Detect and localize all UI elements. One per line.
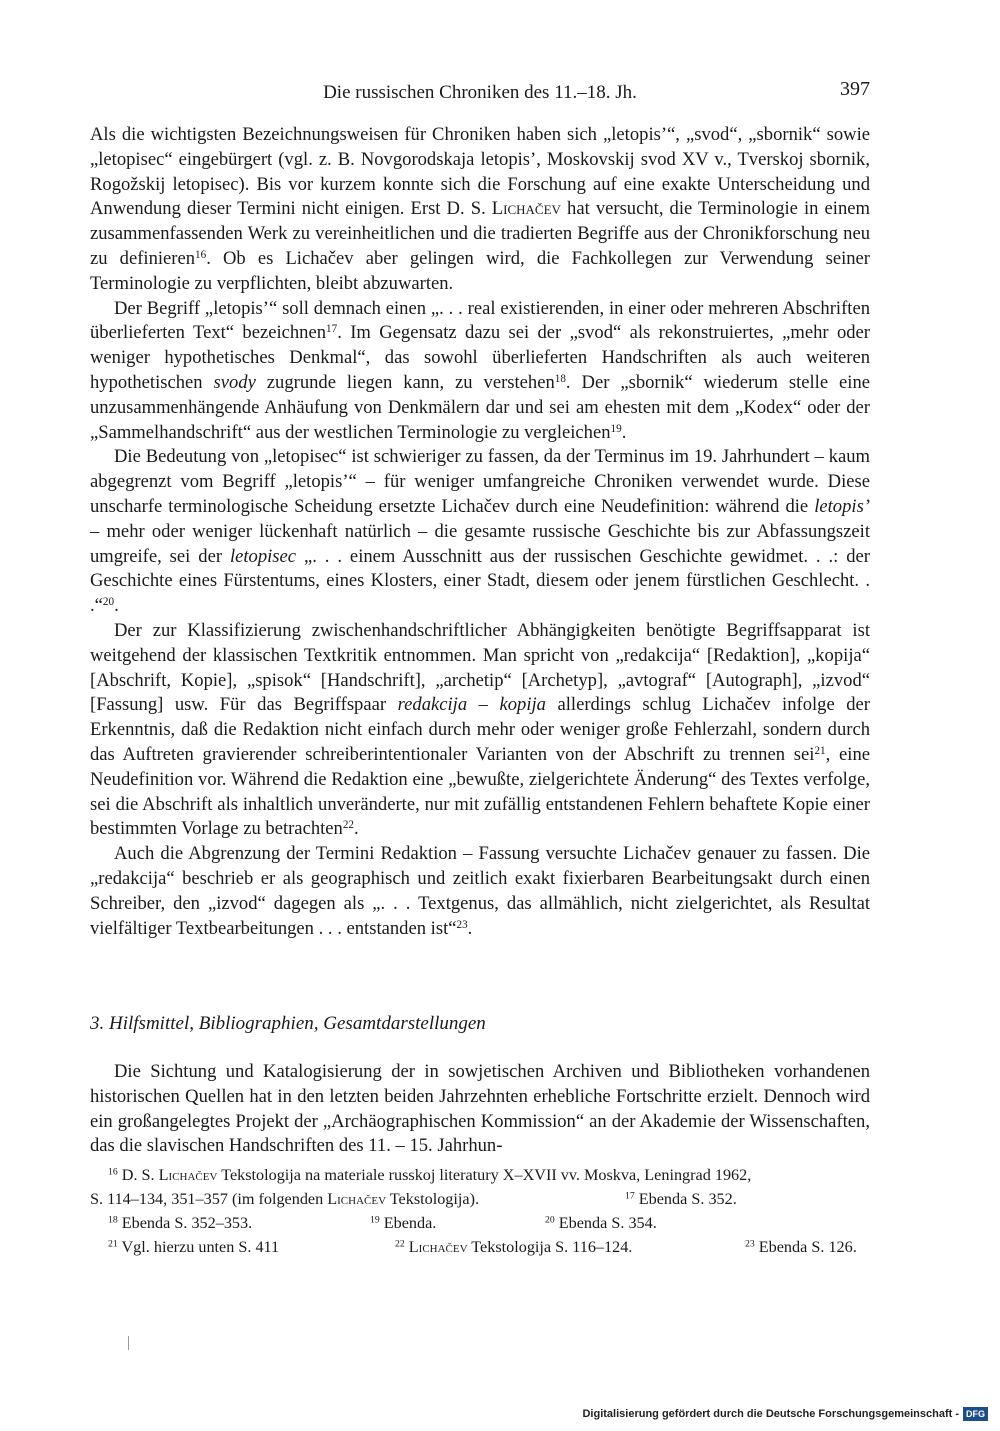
footnote-ref: 19 <box>610 422 622 435</box>
page-number: 397 <box>840 78 870 100</box>
digitization-stamp <box>582 1405 988 1423</box>
footnote-21: $^{21}$ Vgl. hierzu unten S. 411 <box>108 1238 280 1256</box>
scan-mark <box>128 1336 129 1350</box>
footnote-line-3 <box>90 1211 870 1235</box>
footnotes <box>90 1163 870 1259</box>
footnote-ref: 17 <box>326 323 338 336</box>
emphasis: letopis’ <box>814 495 870 517</box>
page-header <box>90 78 870 110</box>
footnote-22: $^{22}$ Lichačev Tekstologija S. 116–124. <box>395 1238 633 1256</box>
paragraph-5: Auch die Abgrenzung der Termini Redaktion – Fassung versuchte Lichačev genauer zu fassen. Die „redakcija“ beschrieb er als geographisch und zeitlich exakt fixierbaren Bearbeitungsakt durch einen Schreiber, den „izvod“ dagegen als „. . . Textgenus, das allmählich, nicht zielgerichtet, als Resultat vielfältiger Textbearbeitungen . . . entstanden ist“$^{23}$. <box>90 843 870 939</box>
footnote-line-4 <box>90 1235 870 1259</box>
emphasis: svody <box>213 371 256 393</box>
paragraph-2: Der Begriff „letopis’“ soll demnach einen „. . . real existierenden, in einer oder mehreren Abschriften überlieferten Text“ bezeichnen$^{17}$. Im Gegensatz dazu sei der „svod“ als rekonstruiertes, „mehr oder weniger hypothetisches Denkmal“, das sowohl überlieferten Handschriften als auch weiteren hypothetischen svody zugrunde liegen kann, zu verstehen$^{18}$. Der „sbornik“ wiederum stelle eine unzusammenhängende Anhäufung von Denkmälern dar und sei am ehesten mit dem „Kodex“ oder der „Sammelhandschrift“ aus der westlichen Terminologie zu vergleichen$^{19}$. <box>90 297 871 443</box>
emphasis: redakcija – kopija <box>397 694 546 716</box>
stamp-text: Digitalisierung gefördert durch die Deutsche Forschungsgemeinschaft - <box>582 1408 959 1420</box>
footnote-ref: 21 <box>814 744 826 757</box>
running-title: Die russischen Chroniken des 11.–18. Jh. <box>323 82 637 103</box>
paragraph-1: Als die wichtigsten Bezeichnungsweisen für Chroniken haben sich „letopis’“, „svod“, „sbornik“ sowie „letopisec“ eingebürgert (vgl. z. B. Novgorodskaja letopis’, Moskovskij svod XV v., Tverskoj sbornik, Rogožskij letopisec). Bis vor kurzem konnte sich die Forschung auf eine exakte Unterscheidung und Anwendung dieser Termini nicht einigen. Erst D. S. Lichačev hat versucht, die Terminologie in einem zusammenfassenden Werk zu vereinheitlichen und die tradierten Begriffe aus der Chronikforschung neu zu definieren$^{16}$. Ob es Lichačev aber gelingen wird, die Fachkollegen zur Verwendung seiner Terminologie zu verpflichten, bleibt abzuwarten. <box>90 124 870 294</box>
main-text <box>90 123 870 941</box>
footnote-ref: 22 <box>342 819 354 832</box>
footnote-18: $^{18}$ Ebenda S. 352–353. <box>108 1214 253 1232</box>
footnote-16: $^{16}$ D. S. Lichačev Tekstologija na materiale russkoj literatury X–XVII vv. Moskva, Leningrad 1962, <box>108 1166 752 1184</box>
footnote-ref: 23 <box>456 918 468 931</box>
section-paragraph: Die Sichtung und Katalogisierung der in sowjetischen Archiven und Bibliotheken vorhandenen historischen Quellen hat in den letzten beiden Jahrzehnten erhebliche Fortschritte erzielt. Dennoch wird ein großangelegtes Projekt der „Archäographischen Kommission“ an der Akademie der Wissenschaften, das die slavischen Handschriften des 11. – 15. Jahrhun- <box>90 1061 870 1157</box>
footnote-16-continued: S. 114–134, 351–357 (im folgenden Lichačev Tekstologija). $^{17}$ Ebenda S. 352. <box>90 1187 870 1211</box>
footnote-20: $^{20}$ Ebenda S. 354. <box>545 1214 657 1232</box>
footnote-ref: 20 <box>102 596 115 609</box>
footnote-19: $^{19}$ Ebenda. <box>370 1214 437 1232</box>
dfg-logo-icon: DFG <box>963 1407 988 1421</box>
paragraph-4: Der zur Klassifizierung zwischenhandschriftlicher Abhängigkeiten benötigte Begriffsapparat ist weitgehend der klassischen Textkritik entnommen. Man spricht von „redakcija“ [Redaktion], „kopija“ [Abschrift, Kopie], „spisok“ [Handschrift], „archetip“ [Archetyp], „avtograf“ [Autograph], „izvod“ [Fassung] usw. Für das Begriffspaar redakcija – kopija allerdings schlug Lichačev infolge der Erkenntnis, daß die Redaktion nicht einfach durch mehr oder weniger große Fehlerzahl, sondern durch das Auftreten gravierender schreiberintentionaler Varianten von der Abschrift zu trennen sei$^{21}$, eine Neudefinition vor. Während die Redaktion eine „bewußte, zielgerichtete Änderung“ des Textes verfolge, sei die Abschrift als inhaltlich unveränderte, nur mit zufällig entstandenen Fehlern behaftete Kopie einer bestimmten Vorlage zu betrachten$^{22}$. <box>90 619 870 840</box>
footnote-ref: 16 <box>195 248 207 261</box>
section-heading: 3. Hilfsmittel, Bibliographien, Gesamtdarstellungen <box>90 1013 486 1034</box>
emphasis: letopisec <box>229 545 297 567</box>
footnote-23: $^{23}$ Ebenda S. 126. <box>745 1238 857 1256</box>
footnote-ref: 18 <box>554 372 566 385</box>
footnote-17: $^{17}$ Ebenda S. 352. <box>625 1190 737 1208</box>
author-name: Lichačev <box>491 198 561 220</box>
paragraph-3: Die Bedeutung von „letopisec“ ist schwieriger zu fassen, da der Terminus im 19. Jahrhundert – kaum abgegrenzt vom Begriff „letopis’“ – für weniger umfangreiche Chroniken verwendet wurde. Diese unscharfe terminologische Scheidung ersetzte Lichačev durch eine Neudefinition: während die letopis’ – mehr oder weniger lückenhaft natürlich – die gesamte russische Geschichte bis zur Abfassungszeit umgreife, sei der letopisec „. . . einem Ausschnitt aus der russischen Geschichte gewidmet. . .: der Geschichte eines Fürstentums, eines Klosters, einer Stadt, diesem oder jenem fürstlichen Geschlecht. . .“$^{20}$. <box>90 446 870 617</box>
